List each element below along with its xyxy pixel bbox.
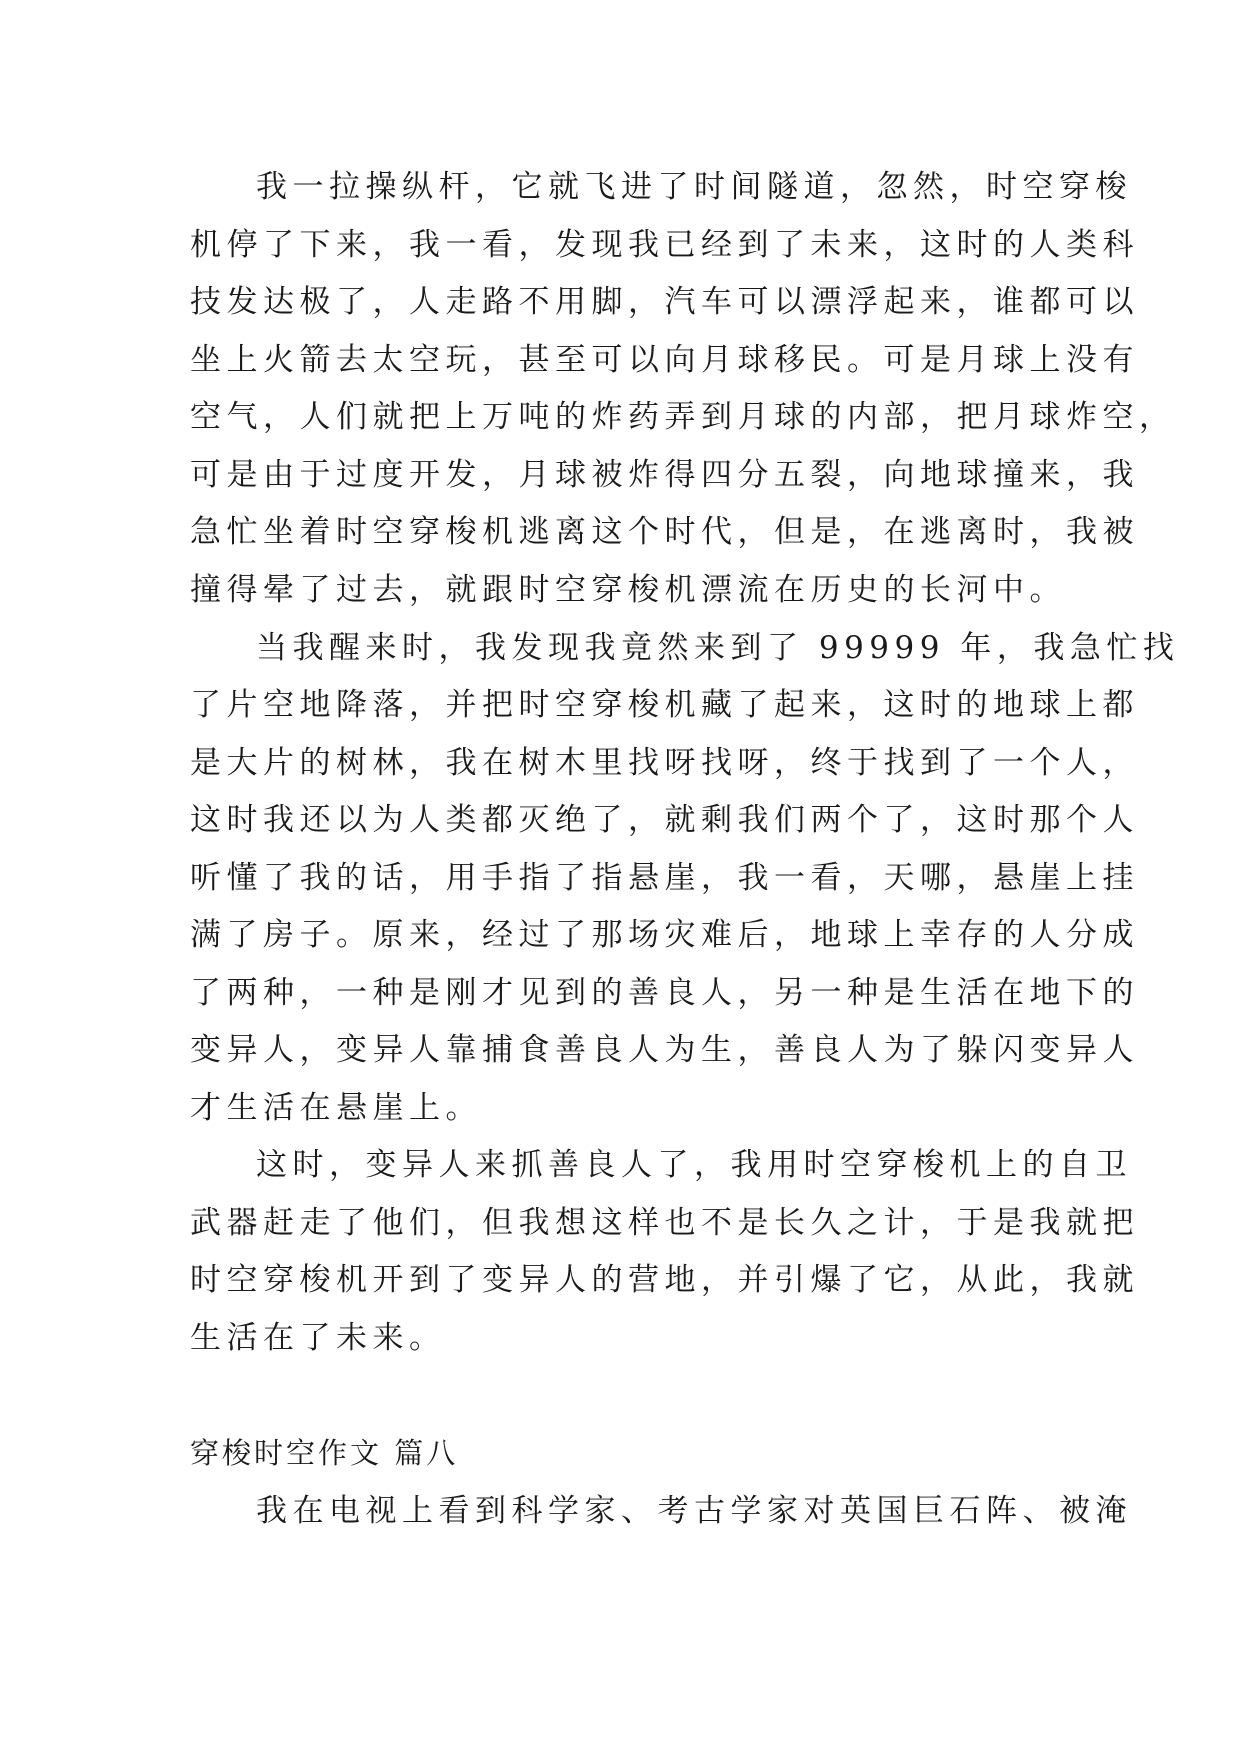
paragraph-1-line-5: 空气，人们就把上万吨的炸药弄到月球的内部，把月球炸空， bbox=[190, 399, 1176, 435]
section-title: 穿梭时空作文 篇八 bbox=[190, 1436, 459, 1470]
paragraph-2-line-4: 这时我还以为人类都灭绝了，就剩我们两个了，这时那个人 bbox=[190, 802, 1139, 838]
section-paragraph-line-1: 我在电视上看到科学家、考古学家对英国巨石阵、被淹 bbox=[256, 1493, 1132, 1529]
paragraph-1-line-2: 机停了下来，我一看，发现我已经到了未来，这时的人类科 bbox=[190, 227, 1139, 263]
paragraph-1-line-1: 我一拉操纵杆，它就飞进了时间隧道，忽然，时空穿梭 bbox=[256, 169, 1132, 205]
paragraph-2-line-8: 变异人，变异人靠捕食善良人为生，善良人为了躲闪变异人 bbox=[190, 1032, 1139, 1068]
paragraph-2-line-7: 了两种，一种是刚才见到的善良人，另一种是生活在地下的 bbox=[190, 975, 1139, 1011]
paragraph-1-line-8: 撞得晕了过去，就跟时空穿梭机漂流在历史的长河中。 bbox=[190, 572, 1066, 608]
paragraph-3-line-1: 这时，变异人来抓善良人了，我用时空穿梭机上的自卫 bbox=[256, 1147, 1132, 1183]
paragraph-1-line-3: 技发达极了，人走路不用脚，汽车可以漂浮起来，谁都可以 bbox=[190, 284, 1139, 320]
paragraph-2-line-6: 满了房子。原来，经过了那场灾难后，地球上幸存的人分成 bbox=[190, 917, 1139, 953]
paragraph-2-line-5: 听懂了我的话，用手指了指悬崖，我一看，天哪，悬崖上挂 bbox=[190, 860, 1139, 896]
paragraph-2-line-1: 当我醒来时，我发现我竟然来到了 99999 年，我急忙找 bbox=[256, 630, 1180, 666]
paragraph-3-line-2: 武器赶走了他们，但我想这样也不是长久之计，于是我就把 bbox=[190, 1205, 1139, 1241]
paragraph-2-line-9: 才生活在悬崖上。 bbox=[190, 1090, 482, 1126]
paragraph-3-line-3: 时空穿梭机开到了变异人的营地，并引爆了它，从此，我就 bbox=[190, 1262, 1139, 1298]
paragraph-1-line-7: 急忙坐着时空穿梭机逃离这个时代，但是，在逃离时，我被 bbox=[190, 514, 1139, 550]
paragraph-3-line-4: 生活在了未来。 bbox=[190, 1320, 446, 1356]
paragraph-2-line-3: 是大片的树林，我在树木里找呀找呀，终于找到了一个人， bbox=[190, 745, 1139, 781]
paragraph-1-line-6: 可是由于过度开发，月球被炸得四分五裂，向地球撞来，我 bbox=[190, 457, 1139, 493]
paragraph-1-line-4: 坐上火箭去太空玩，甚至可以向月球移民。可是月球上没有 bbox=[190, 342, 1139, 378]
paragraph-2-line-2: 了片空地降落，并把时空穿梭机藏了起来，这时的地球上都 bbox=[190, 687, 1139, 723]
